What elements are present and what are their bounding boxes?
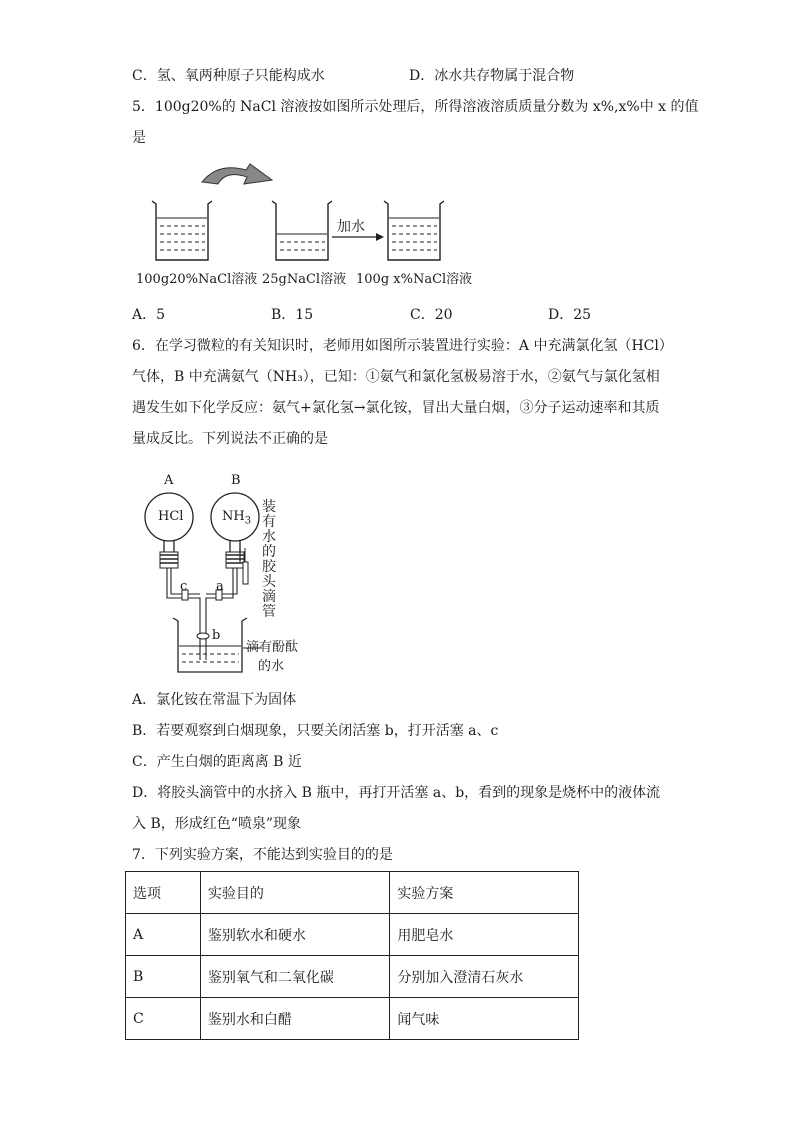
water-label-line1: 滴有酚酞: [246, 640, 299, 655]
q5-stem-line2: 是: [132, 130, 146, 146]
table-cell: 鉴别氧气和二氧化碳: [200, 956, 390, 998]
beaker-2-caption: 25gNaCl溶液: [262, 272, 347, 287]
pour-arrow-icon: [202, 164, 272, 184]
q7-stem: 7．下列实验方案，不能达到实验目的的是: [132, 847, 393, 863]
flask-a-label: A: [164, 473, 174, 488]
table-header-cell: 实验目的: [200, 872, 390, 914]
table-cell: 分别加入澄清石灰水: [390, 956, 579, 998]
table-cell: 鉴别水和白醋: [200, 998, 390, 1040]
beaker-3-caption: 100g x%NaCl溶液: [356, 272, 473, 287]
q4-option-d: D．冰水共存物属于混合物: [409, 68, 575, 84]
dropper-label: 装 有 水 的 胶 头 滴 管: [262, 499, 276, 620]
q6-stem-line4: 量成反比。下列说法不正确的是: [132, 431, 328, 447]
valve-b-icon: [197, 633, 209, 639]
table-header-cell: 选项: [126, 872, 201, 914]
table-header-row: [126, 872, 579, 914]
valve-c-label: c: [180, 579, 188, 594]
beaker-3: [384, 201, 444, 260]
beaker-1: [152, 201, 212, 260]
flask-a: [145, 493, 193, 568]
table-cell: 闻气味: [390, 998, 579, 1040]
flask-a-gas-label: HCl: [158, 509, 184, 524]
add-water-label: 加水: [337, 219, 365, 235]
valve-a-label: a: [216, 579, 224, 594]
flask-b: [211, 493, 259, 584]
q5-stem-line1: 5．100g20%的 NaCl 溶液按如图所示处理后，所得溶液溶质质量分数为 x%,x%中 x 的值: [132, 99, 699, 115]
q5-option-d: D．25: [548, 307, 592, 323]
table-cell: 鉴别软水和硬水: [200, 914, 390, 956]
valve-b-label: b: [212, 628, 221, 643]
flask-b-label: B: [231, 473, 241, 488]
table-header-cell: 实验方案: [390, 872, 579, 914]
table-row: [126, 998, 579, 1040]
q6-stem-line3: 遇发生如下化学反应：氨气+氯化氢→氯化铵，冒出大量白烟，③分子运动速率和其质: [132, 400, 660, 416]
q6-option-c: C．产生白烟的距离离 B 近: [132, 754, 302, 770]
table-row: [126, 956, 579, 998]
q7-table: [125, 871, 579, 1040]
table-cell: A: [126, 914, 201, 956]
flask-b-gas-label: $NH_3$: [222, 509, 252, 527]
beaker-2: [272, 201, 332, 260]
q6-option-d-line1: D．将胶头滴管中的水挤入 B 瓶中，再打开活塞 a、b，看到的现象是烧杯中的液体流: [132, 785, 661, 801]
q5-option-c: C．20: [410, 307, 453, 323]
q5-option-b: B．15: [271, 307, 314, 323]
beaker-1-caption: 100g20%NaCl溶液: [136, 272, 258, 287]
table-cell: B: [126, 956, 201, 998]
water-label-line2: 的水: [258, 659, 285, 674]
q6-option-b: B．若要观察到白烟现象，只要关闭活塞 b，打开活塞 a、c: [132, 723, 499, 739]
q5-beaker-figure: [140, 160, 480, 270]
q6-stem-line2: 气体，B 中充满氨气（NH₃），已知：①氨气和氯化氢极易溶于水，②氨气与氯化氢相: [132, 369, 660, 385]
q5-option-a: A．5: [132, 307, 166, 323]
phenolphthalein-beaker: [173, 618, 247, 672]
table-cell: 用肥皂水: [390, 914, 579, 956]
table-cell: C: [126, 998, 201, 1040]
q6-stem-line1: 6．在学习微粒的有关知识时，老师用如图所示装置进行实验：A 中充满氯化氢（HCl）: [132, 338, 673, 354]
q6-option-d-line2: 入 B，形成红色“喷泉”现象: [132, 816, 302, 832]
q4-option-c: C．氢、氧两种原子只能构成水: [132, 68, 325, 84]
q6-option-a: A．氯化铵在常温下为固体: [132, 692, 297, 708]
table-row: [126, 914, 579, 956]
